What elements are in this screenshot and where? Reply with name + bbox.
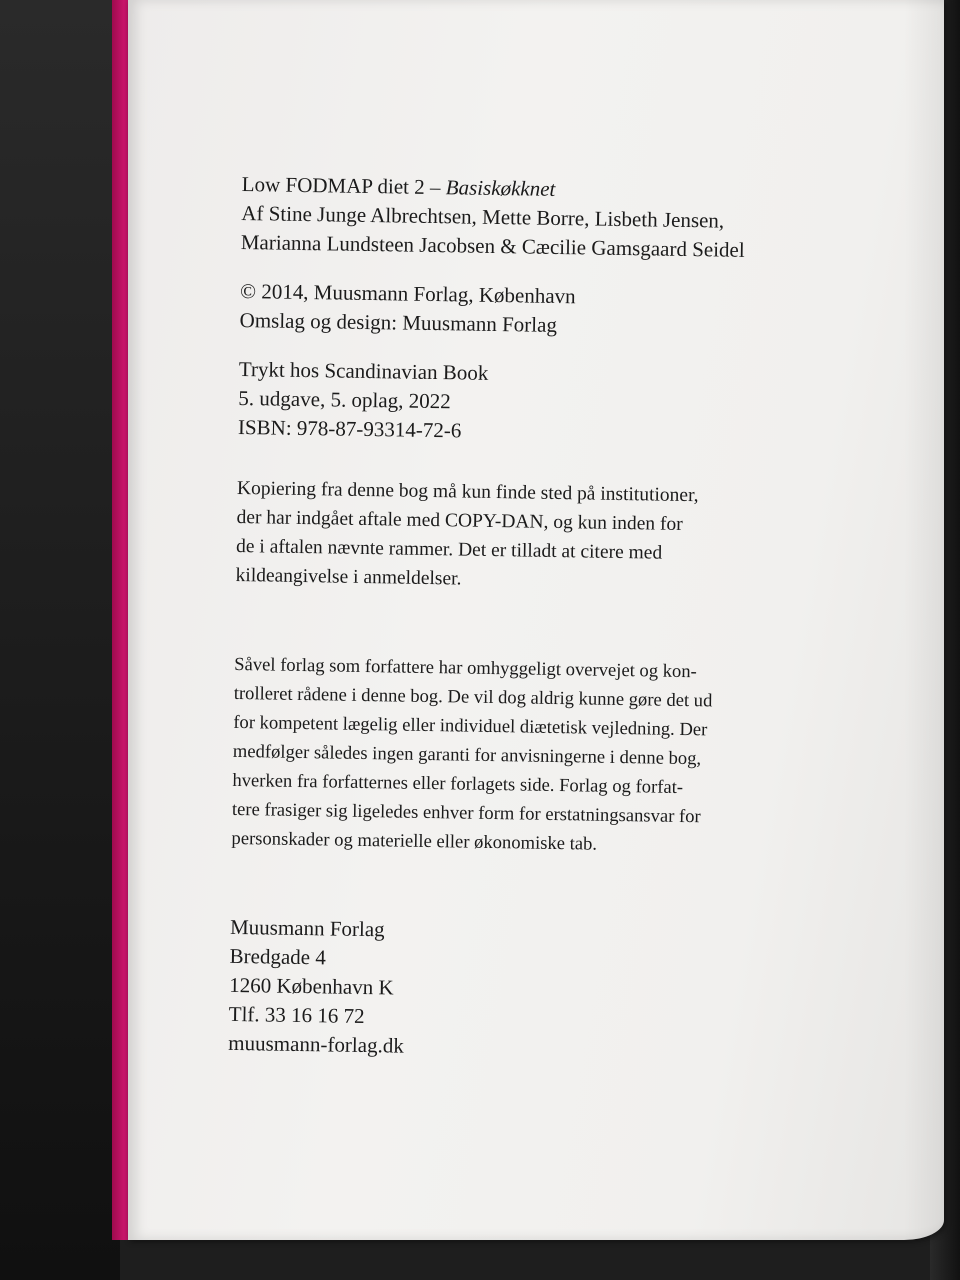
copying-notice xyxy=(235,474,777,598)
copying-notice-line: Kopiering fra denne bog må kun finde sted på institutioner, xyxy=(236,477,699,507)
disclaimer-line: hverken fra forfatternes eller forlagets side. Forlag og forfat- xyxy=(232,769,684,799)
printer-line: Trykt hos Scandinavian Book xyxy=(238,356,489,385)
disclaimer-line: trolleret rådene i denne bog. De vil dog aldrig kunne gøre det ud xyxy=(233,682,713,712)
copyright-block xyxy=(239,277,780,343)
colophon-text xyxy=(228,170,782,1086)
copying-notice-line: der har indgået aftale med COPY-DAN, og kun inden for xyxy=(236,506,683,535)
publisher-website: muusmann-forlag.dk xyxy=(228,1030,405,1058)
copying-notice-line: de i aftalen nævnte rammer. Det er tilladt at citere med xyxy=(235,535,663,564)
print-block xyxy=(238,355,779,450)
dark-background-left xyxy=(0,0,120,1280)
authors-line-2: Marianna Lundsteen Jacobsen & Cæcilie Gamsgaard Seidel xyxy=(240,229,745,262)
authors-line-1: Af Stine Junge Albrechtsen, Mette Borre, Lisbeth Jensen, xyxy=(241,200,725,233)
disclaimer xyxy=(231,650,774,861)
copyright-line: © 2014, Muusmann Forlag, København xyxy=(239,278,576,309)
disclaimer-line: tere frasiger sig ligeledes enhver form for erstatningsansvar for xyxy=(231,798,701,828)
publisher-name: Muusmann Forlag xyxy=(229,914,385,942)
disclaimer-line: personskader og materielle eller økonomiske tab. xyxy=(231,827,598,855)
publisher-phone: Tlf. 33 16 16 72 xyxy=(228,1001,365,1029)
disclaimer-line: medfølger således ingen garanti for anvisningerne i denne bog, xyxy=(232,740,702,770)
isbn-line: ISBN: 978-87-93314-72-6 xyxy=(237,414,462,443)
disclaimer-line: for kompetent lægelig eller individuel diætetisk vejledning. Der xyxy=(233,711,708,741)
design-credit: Omslag og design: Muusmann Forlag xyxy=(239,307,558,337)
copying-notice-line: kildeangivelse i anmeldelser. xyxy=(235,564,462,590)
title-block xyxy=(241,170,782,265)
publisher-street: Bredgade 4 xyxy=(229,943,327,970)
publisher-address xyxy=(228,913,770,1066)
edition-line: 5. udgave, 5. oplag, 2022 xyxy=(238,385,451,414)
publisher-city: 1260 København K xyxy=(229,972,394,1000)
page-curl-shadow xyxy=(904,0,944,1240)
disclaimer-line: Såvel forlag som forfattere har omhyggeligt overvejet og kon- xyxy=(234,653,697,683)
title-subtitle: Basiskøkknet xyxy=(445,175,556,201)
title-main: Low FODMAP diet 2 – xyxy=(241,171,446,200)
